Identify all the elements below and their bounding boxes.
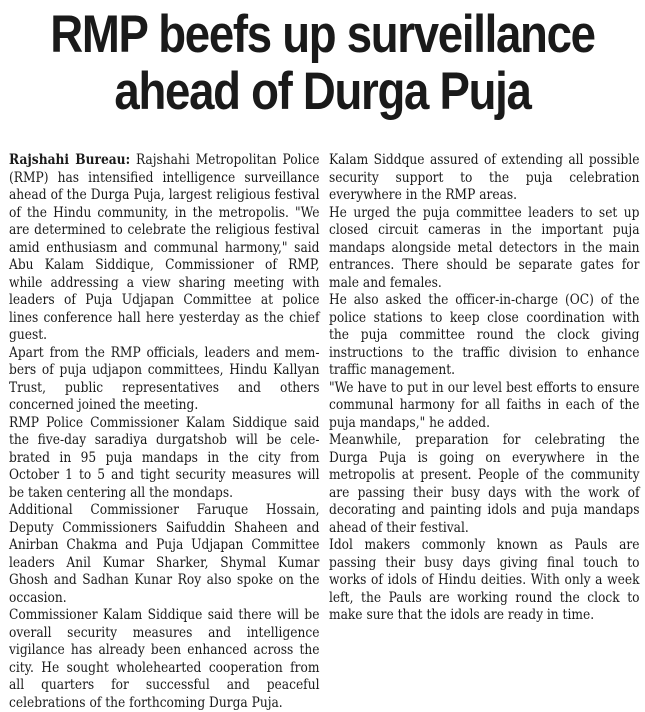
headline <box>45 6 600 120</box>
article-paragraph: RMP Police Commissioner Kalam Siddique said the five-day saradiya durgatshob will be celebrated in 95 puja mandaps in the city from October 1 to 5 and tight security measures will be taken centering all the mondaps. <box>9 414 320 501</box>
article-paragraph: Apart from the RMP officials, leaders and members of puja udjapon committees, Hindu Kallyan Trust, public representatives and others concerned joined the meeting. <box>9 344 320 413</box>
headline-line-1: RMP beefs up surveillance <box>50 5 595 64</box>
article-paragraph: Commissioner Kalam Siddique said there will be overall security measures and intelligence vigilance has already been enhanced across the city. He sought wholehearted cooperation from all quarters for successful and peaceful celebrations of the forthcoming Durga Puja. <box>9 607 320 711</box>
article-paragraph: Kalam Siddque assured of extending all possible security support to the puja celebration everywhere in the RMP areas. <box>329 152 640 203</box>
article-paragraph: Idol makers commonly known as Pauls are passing their busy days giving final touch to works of idols of Hindu deities. With only a week left, the Pauls are working round the clock to make sure that the idols are ready in time. <box>329 537 640 623</box>
headline-line-2: ahead of Durga Puja <box>114 62 531 121</box>
article-column-left <box>9 152 320 712</box>
article-column-right <box>329 152 640 625</box>
dateline: Rajshahi Bureau: <box>9 152 131 168</box>
article-paragraph: He also asked the officer-in-charge (OC) of the police stations to keep close coordination with the puja committee round the clock giving instructions to the traffic division to enhance traffic management. <box>329 292 640 378</box>
article-paragraph <box>9 152 320 345</box>
article-paragraph: "We have to put in our level best efforts to ensure communal harmony for all faiths in each of the puja mandaps," he added. <box>329 379 640 431</box>
article-paragraph: Meanwhile, preparation for celebrating the Durga Puja is going on everywhere in the metropolis at present. People of the community are passing their busy days with the work of decorating and painting idols and puja mandaps ahead of their festival. <box>329 432 640 536</box>
article-paragraph: Additional Commissioner Faruque Hossain, Deputy Commissioners Saifuddin Shaheen and Anirban Chakma and Puja Udjapan Committee leaders Anil Kumar Sharker, Shymal Kumar Ghosh and Sadhan Kunar Roy also spoke on the occasion. <box>9 502 320 606</box>
article-paragraph: He urged the puja committee leaders to set up closed circuit cameras in the important puja mandaps alongside metal detectors in the main entrances. There should be separate gates for male and females. <box>329 204 640 291</box>
paragraph-text: Rajshahi Metropolitan Police (RMP) has intensified intelligence surveillance ahead of the Durga Puja, largest religious festival of the Hindu community, in the metropolis. "We are determined to celebrate the religious festival amid enthusiasm and communal harmony," said Abu Kalam Siddique, Commissioner of RMP, while addressing a view sharing meeting with leaders of Puja Udjapan Committee at police lines conference hall here yesterday as the chief guest. <box>9 152 320 343</box>
